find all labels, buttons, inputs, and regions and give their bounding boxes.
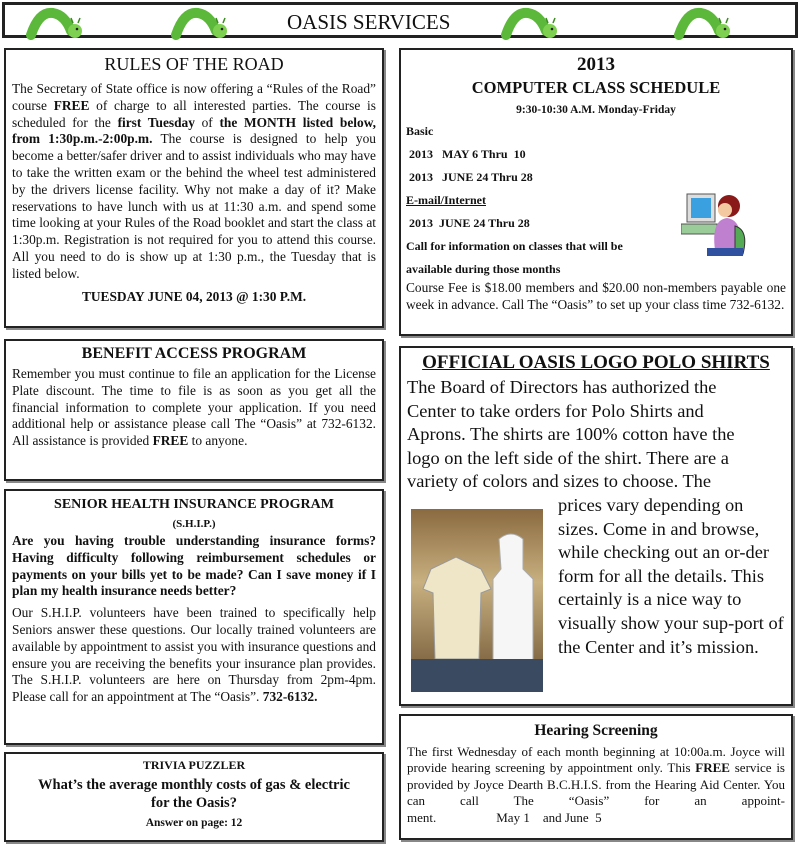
hearing-screening-section	[399, 714, 793, 840]
section-subtitle: (S.H.I.P.)	[172, 518, 216, 530]
hearing-body: The first Wednesday of each month beginning at 10:00a.m. Joyce will provide hearing screening by appointment only. This FREE service is provided by Joyce Dearth B.C.H.I.S. from the Hearing Aid Center. You can call The “Oasis” for an appoint-ment. May 1 and June 5	[407, 744, 785, 825]
section-title: Hearing Screening	[534, 722, 658, 739]
section-title: COMPUTER CLASS SCHEDULE	[471, 78, 721, 97]
email-label: E-mail/Internet	[406, 193, 486, 207]
section-title: BENEFIT ACCESS PROGRAM	[81, 345, 307, 362]
section-title: RULES OF THE ROAD	[104, 54, 284, 74]
email-date: 2013 JUNE 24 Thru 28	[409, 216, 530, 230]
polo-intro: The Board of Directors has authorized the Center to take orders for Polo Shirts and Aprons. The shirts are 100% cotton have the logo on the left side of the shirt. There are a variety of colors and sizes to choose. The	[407, 377, 735, 492]
rules-body: The Secretary of State office is now offering a “Rules of the Road” course FREE of charge to all interested parties. The course is scheduled for the first Tuesday of the MONTH listed below, from 1:30p.m.-2:00p.m. The course is designed to help you become a better/safer driver and to assist individuals who may have to take the written exam or the behind the wheel test administered by the drivers license facility. Why not make a day of it? Make reservations to have lunch with us at 11:30 a.m. and spend some time looking at your Rules of the Road booklet and start the class at 1:30p.m. Registration is not required for you to attend this course. All you need to do is show up at 1:30 p.m., the Tuesday that is listed below.	[12, 81, 376, 281]
ship-body: Our S.H.I.P. volunteers have been trained to specifically help Seniors answer these questions. Our locally trained volunteers are available by appointment to assist you with insurance questions and ensure you are receiving the benefits your insurance plan provides. The S.H.I.P. volunteers are here on Thursday from 2pm-4pm. Please call for an appointment at The “Oasis”. 732-6132.	[12, 605, 376, 705]
header-title: OASIS SERVICES	[287, 10, 451, 34]
schedule-year: 2013	[577, 54, 615, 75]
benefit-body: Remember you must continue to file an application for the License Plate discount. The time to file is as soon as you get all the financial information to complete your application. If you need additional help or assistance please call The “Oasis” at 732-6132. All assistance is provided FREE to anyone.	[12, 366, 376, 449]
caterpillar-icon	[673, 7, 735, 41]
section-title: SENIOR HEALTH INSURANCE PROGRAM	[54, 497, 334, 512]
call-info: available during those months	[406, 262, 561, 276]
rules-date: TUESDAY JUNE 04, 2013 @ 1:30 P.M.	[81, 288, 307, 304]
trivia-answer: Answer on page: 12	[145, 817, 243, 829]
caterpillar-icon	[25, 7, 87, 41]
caterpillar-icon	[170, 7, 232, 41]
caterpillar-icon	[500, 7, 562, 41]
call-info: Call for information on classes that will be	[406, 239, 623, 253]
hearing-dates: May 1 and June 5	[496, 809, 602, 825]
polo-details: prices vary depending on sizes. Come in and browse, while checking out an or-der form for all the details. This certainly is a nice way to visually show your sup-port of the Center and it’s mission.	[558, 494, 784, 657]
section-title: TRIVIA PUZZLER	[142, 758, 246, 772]
basic-label: Basic	[406, 124, 434, 138]
schedule-time: 9:30-10:30 A.M. Monday-Friday	[516, 104, 676, 116]
trivia-question: What’s the average monthly costs of gas & electric for the Oasis?	[38, 777, 350, 811]
senior-health-insurance-section	[4, 489, 384, 745]
section-title: OFFICIAL OASIS LOGO POLO SHIRTS	[422, 352, 770, 373]
computer-class-section	[399, 48, 793, 336]
woman-at-computer-icon	[681, 190, 749, 256]
basic-date: 2013 JUNE 24 Thru 28	[409, 170, 533, 184]
header-banner	[2, 2, 798, 38]
trivia-section	[4, 752, 384, 842]
polo-shirts-section	[399, 346, 793, 706]
polo-shirt-and-apron-icon	[411, 509, 543, 692]
ship-questions: Are you having trouble understanding insurance forms? Having difficulty following reimbursement schedules or payments on your bills yet to be made? Can I save money if I plan my health insurance needs better?	[12, 533, 376, 599]
basic-date: 2013 MAY 6 Thru 10	[409, 147, 526, 161]
course-fee: Course Fee is $18.00 members and $20.00 non-members payable one week in advance. Call The “Oasis” to set up your class time 732-6132.	[406, 280, 786, 312]
benefit-access-section	[4, 339, 384, 481]
polo-photo	[411, 509, 543, 692]
rules-of-the-road-section	[4, 48, 384, 328]
